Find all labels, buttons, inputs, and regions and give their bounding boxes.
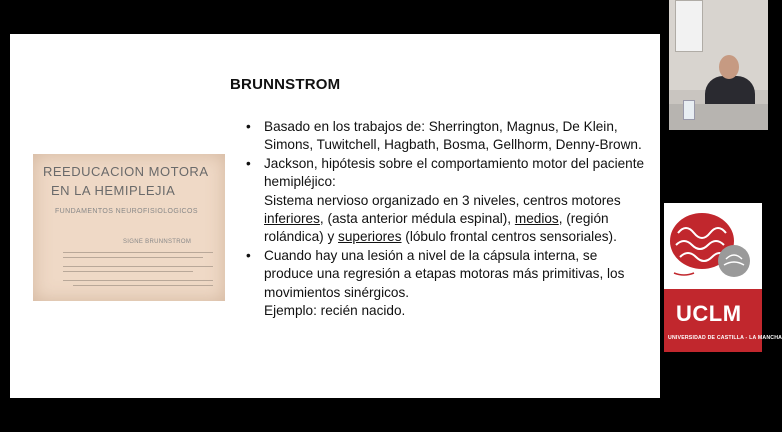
presentation-slide <box>10 34 660 398</box>
water-glass <box>683 100 695 120</box>
logo-university-name: UNIVERSIDAD DE CASTILLA - LA MANCHA <box>668 335 782 341</box>
brain-icon <box>664 203 762 289</box>
webcam-whiteboard <box>675 0 703 52</box>
bullet-item: • Jackson, hipótesis sobre el comportamiento motor del paciente hemipléjico: Sistema nervioso organizado en 3 niveles, centros motores inferiores, (asta anterior médula espinal), medios, (región rolándica) y superiores (lóbulo frontal centros sensoriales). <box>246 155 646 247</box>
underlined-term: inferiores <box>264 211 320 227</box>
presenter-head <box>719 55 739 79</box>
underlined-term: superiores <box>338 229 402 245</box>
book-fine-print-line <box>73 285 213 286</box>
slide-title: BRUNNSTROM <box>230 76 341 93</box>
book-fine-print-line <box>63 271 193 272</box>
book-fine-print-line <box>63 257 203 258</box>
underlined-term: medios <box>514 211 559 227</box>
book-fine-print-line <box>63 252 213 253</box>
book-fine-print-line <box>63 266 213 267</box>
uclm-logo <box>664 203 782 352</box>
book-author: SIGNE BRUNNSTROM <box>123 239 192 245</box>
book-fine-print-line <box>63 280 213 281</box>
book-title-line1: REEDUCACION MOTORA <box>43 164 209 179</box>
book-cover-image <box>33 154 225 301</box>
bullet-list <box>246 118 646 320</box>
bullet-item: • Basado en los trabajos de: Sherrington, Magnus, De Klein, Simons, Tuwitchell, Hagbath, Bosma, Gellhorm, Denny-Brown. <box>246 118 646 155</box>
webcam-feed <box>669 0 768 130</box>
book-subtitle: FUNDAMENTOS NEUROFISIOLOGICOS <box>55 208 198 215</box>
bullet-item: • Cuando hay una lesión a nivel de la cápsula interna, se produce una regresión a etapas motoras más primitivas, los movimientos sinérgicos. Ejemplo: recién nacido. <box>246 247 646 321</box>
book-title-line2: EN LA HEMIPLEJIA <box>51 183 176 198</box>
logo-uclm-text: UCLM <box>676 301 742 326</box>
